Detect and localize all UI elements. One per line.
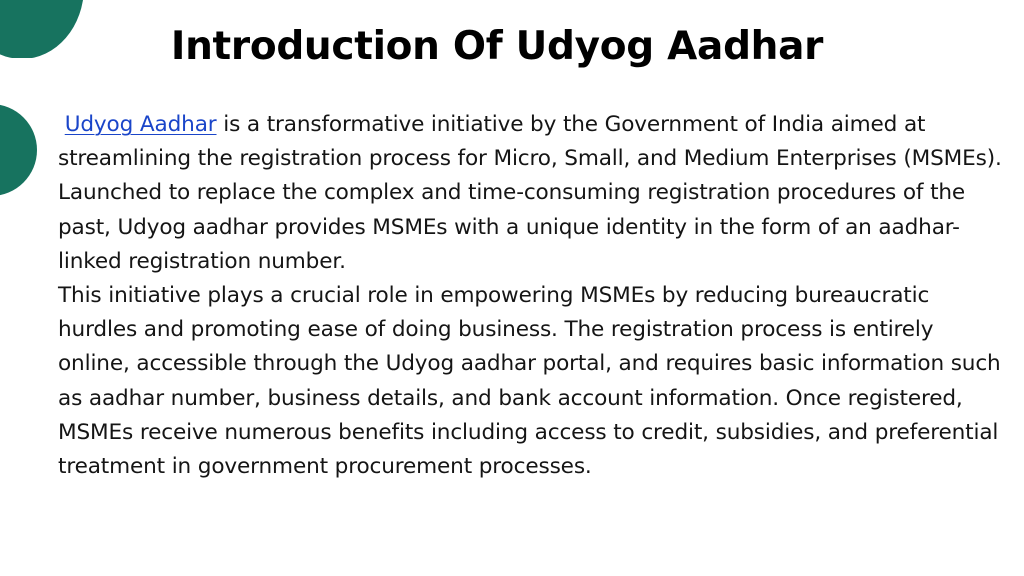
page-title: Introduction Of Udyog Aadhar — [170, 24, 824, 69]
udyog-aadhar-link[interactable]: Udyog Aadhar — [64, 112, 217, 137]
decorative-circle-left — [0, 104, 37, 196]
body-text — [58, 108, 1008, 484]
paragraph-benefits: This initiative plays a crucial role in empowering MSMEs by reducing bureaucratic hurdles and promoting ease of doing business. The registration process is entirely online, accessible through the Udyog aadhar portal, and requires basic information such as aadhar number, business details, and bank account information. Once registered, MSMEs receive numerous benefits including access to credit, subsidies, and preferential treatment in government procurement processes. — [58, 283, 1001, 480]
paragraph-intro-text: is a transformative initiative by the Government of India aimed at streamlining the registration process for Micro, Small, and Medium Enterprises (MSMEs). Launched to replace the complex and time-consuming registration procedures of the past, Udyog aadhar provides MSMEs with a unique identity in the form of an aadhar-linked registration number. — [58, 112, 1002, 274]
paragraph-intro — [58, 108, 1008, 279]
